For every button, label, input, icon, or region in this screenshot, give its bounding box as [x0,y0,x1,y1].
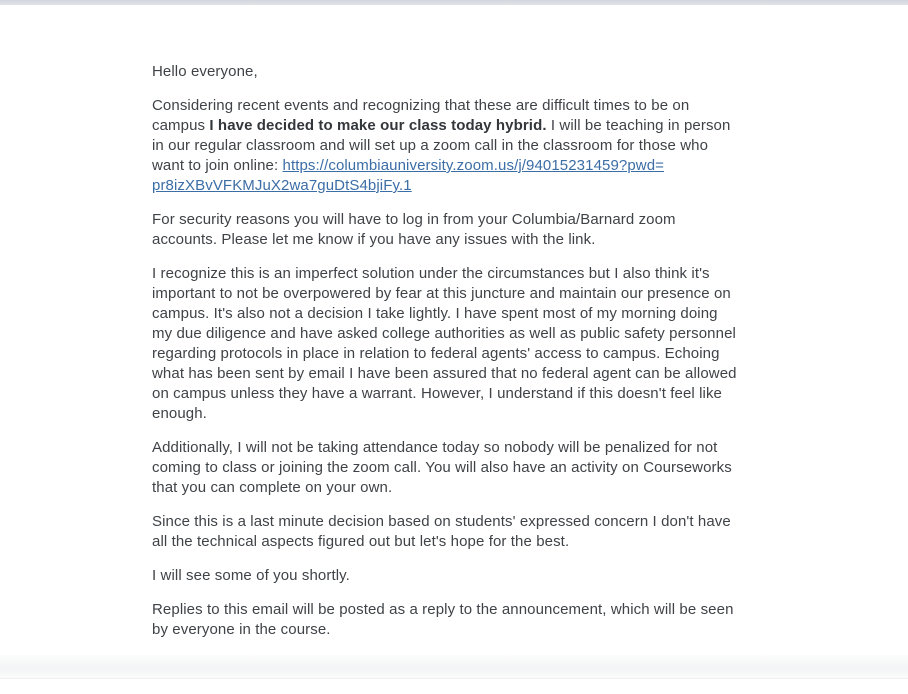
paragraph-last-minute-decision: Since this is a last minute decision based on students' expressed concern I don't have all the technical aspects figured out but let's hope for the best. [152,513,731,550]
paragraph-imperfect-solution: I recognize this is an imperfect solution under the circumstances but I also think it's important to not be overpowered by fear at this juncture and maintain our presence on campus. It's also not a decision I take lightly. I have spent most of my morning doing my due diligence and have asked college authorities as well as public safety personnel regarding protocols in place in relation to federal agents' access to campus. Echoing what has been sent by email I have been assured that no federal agent can be allowed on campus unless they have a warrant. However, I understand if this doesn't feel like enough. [152,265,737,422]
zoom-meeting-link-line1: https://columbiauniversity.zoom.us/j/94015231459?pwd= [282,157,665,174]
paragraph-security-login: For security reasons you will have to log in from your Columbia/Barnard zoom accounts. Please let me know if you have any issues with the link. [152,211,676,248]
paragraph-hybrid-decision [152,96,739,196]
bold-hybrid-statement: I have decided to make our class today hybrid. [209,117,547,134]
window-top-border [0,0,908,5]
hybrid-decision-text-after-bold: I will be teaching in person in our regular classroom and will set up a zoom call in the classroom for those who want to join online: [152,117,731,174]
paragraph-attendance: Additionally, I will not be taking attendance today so nobody will be penalized for not coming to class or joining the zoom call. You will also have an activity on Courseworks that you can complete on your own. [152,439,732,496]
paragraph-replies-note: Replies to this email will be posted as a reply to the announcement, which will be seen by everyone in the course. [152,601,734,638]
hybrid-decision-text-before-bold: Considering recent events and recognizing that these are difficult times to be on campus [152,97,690,134]
zoom-meeting-link-line2: pr8izXBvVFKMJuX2wa7guDtS4bjiFy.1 [152,177,412,194]
bottom-divider [0,655,908,679]
email-announcement-body [152,62,739,640]
paragraph-see-you-shortly: I will see some of you shortly. [152,567,350,584]
greeting: Hello everyone, [152,63,258,80]
